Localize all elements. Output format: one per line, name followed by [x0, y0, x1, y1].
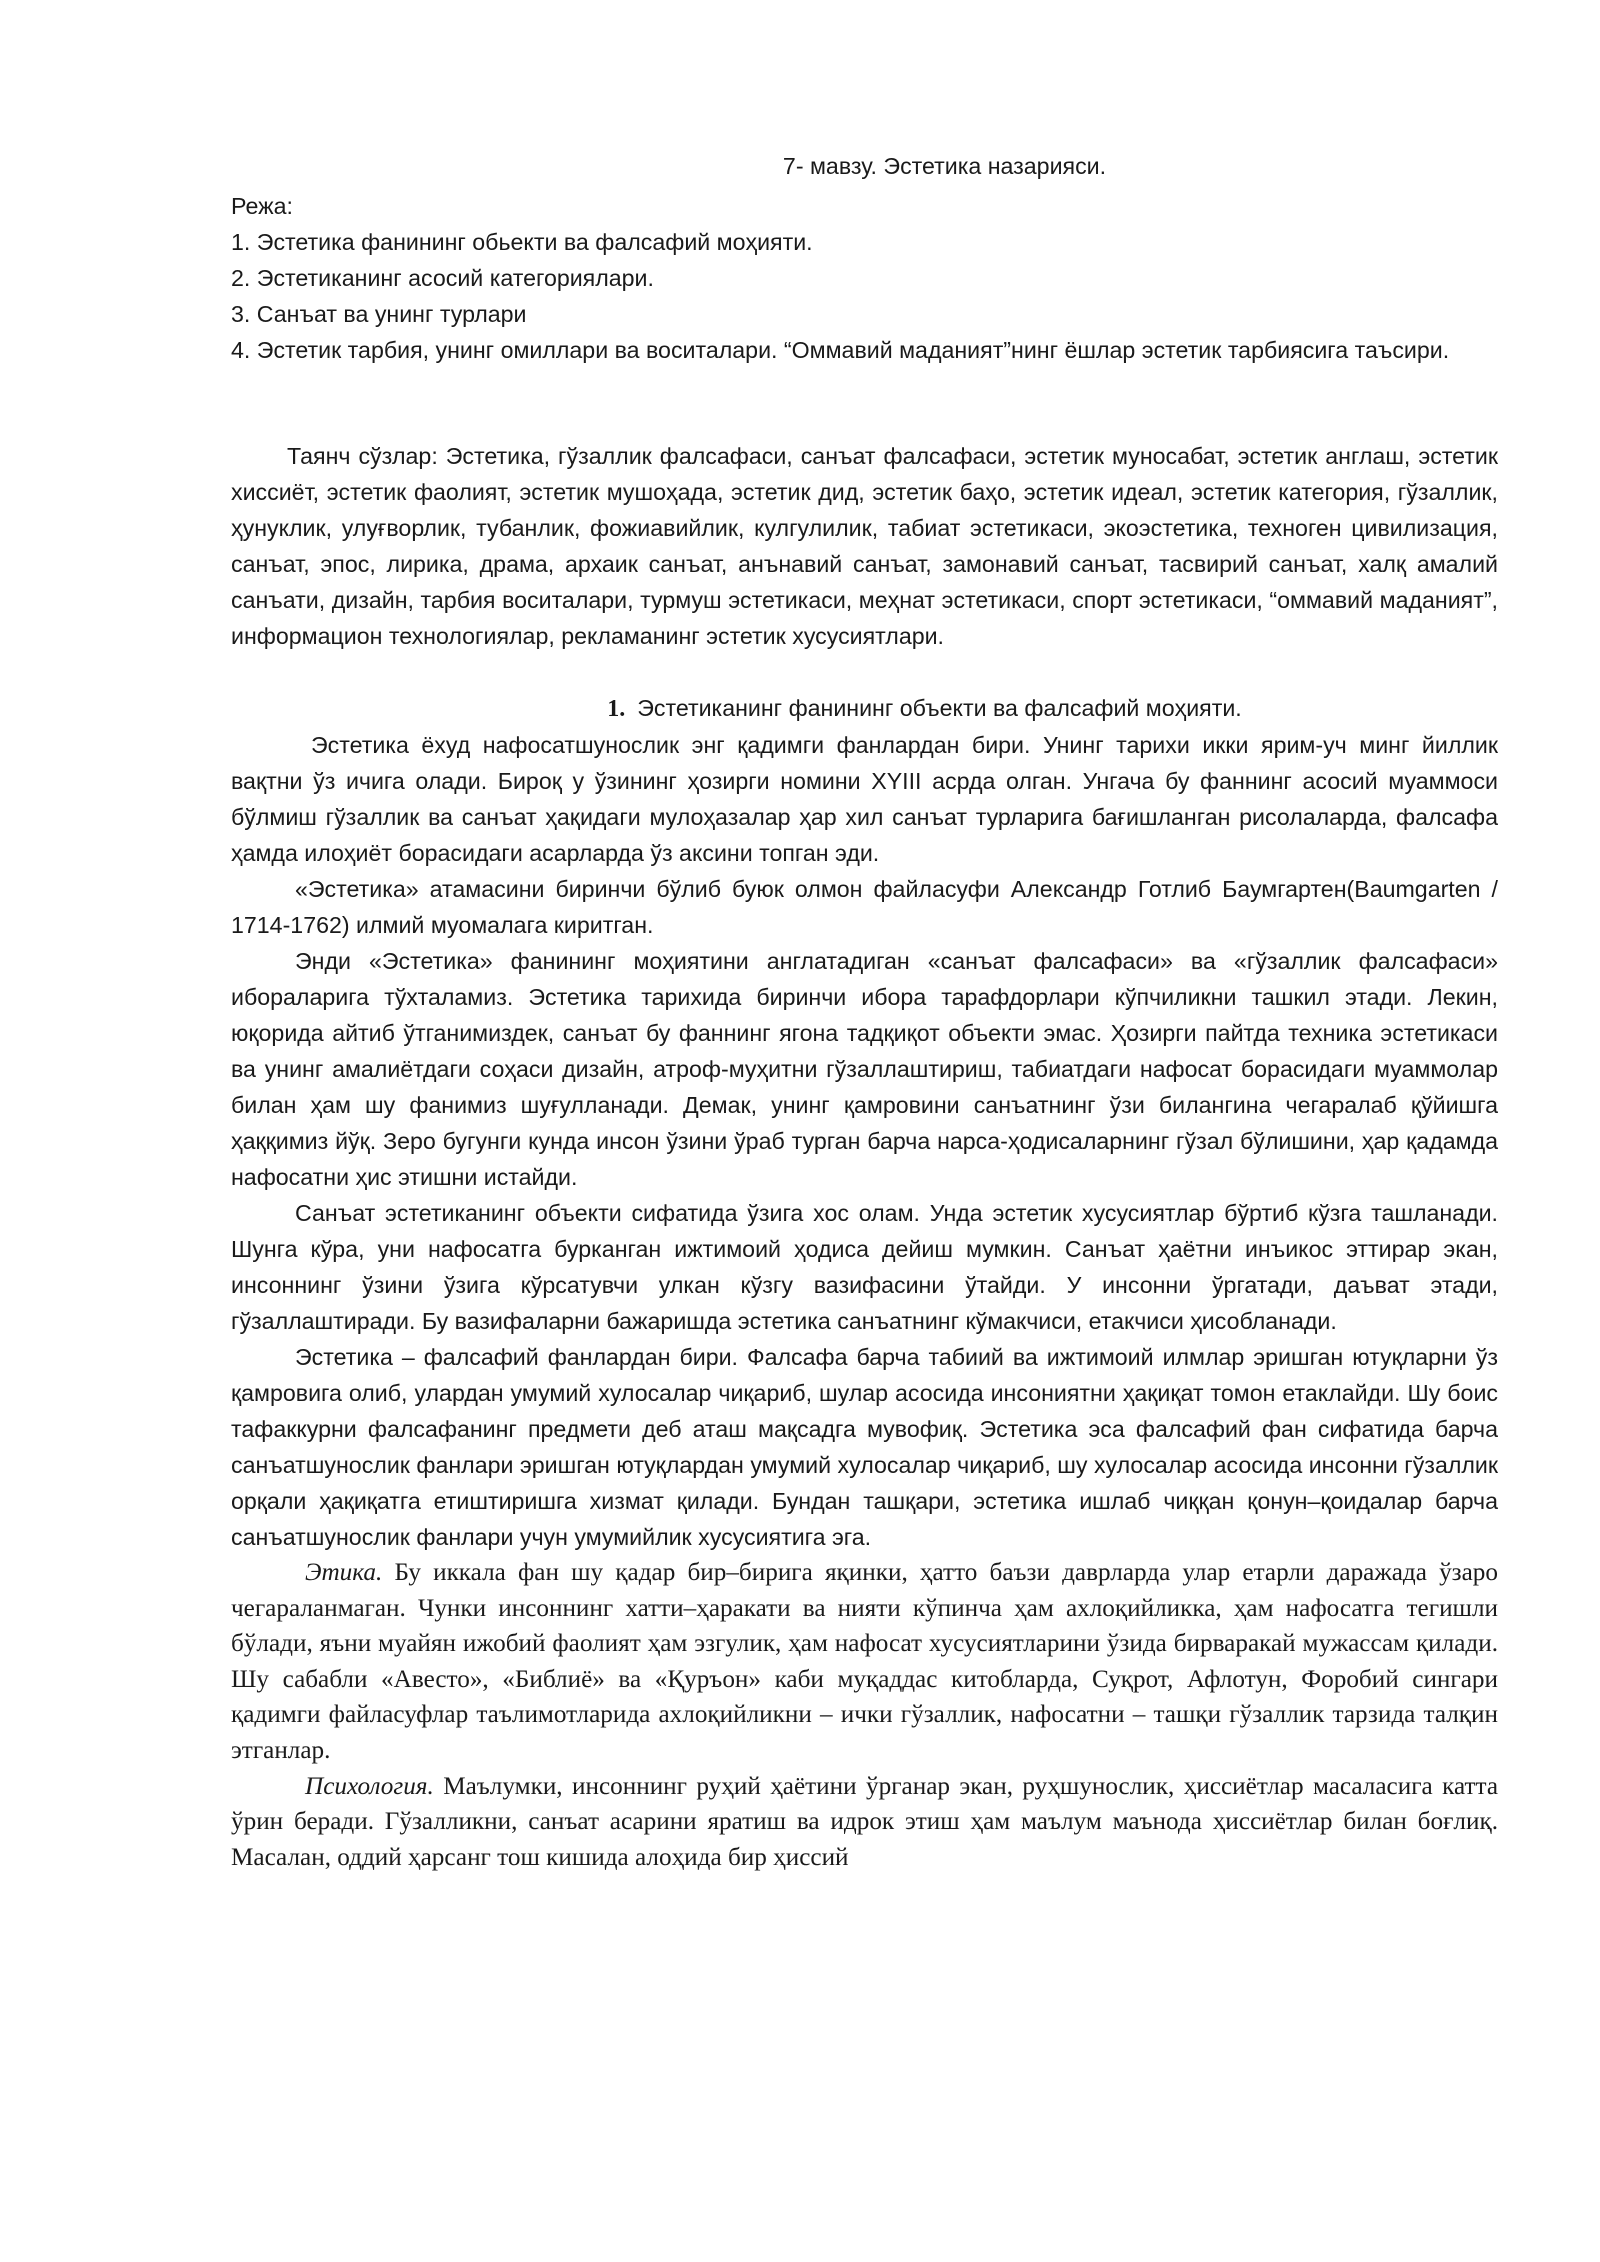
keywords-paragraph: Таянч сўзлар: Эстетика, гўзаллик фалсафаси, санъат фалсафаси, эстетик муносабат, эстетик англаш, эстетик хиссиёт, эстетик фаолият, эстетик мушоҳада, эстетик дид, эстетик баҳо, эстетик идеал, эстетик категория, гўзаллик, ҳунуклик, улуғворлик, тубанлик, фожиавийлик, кулгулилик, табиат эстетикаси, экоэстетика, техноген цивилизация, санъат, эпос, лирика, драма, архаик санъат, анънавий санъат, замонавий санъат, тасвирий санъат, халқ амалий санъати, дизайн, тарбия воситалари, турмуш эстетикаси, меҳнат эстетикаси, спорт эстетикаси, “оммавий маданият”, информацион технологиялар, рекламанинг эстетик хусусиятлари. [231, 443, 1498, 649]
body-paragraph: Энди «Эстетика» фанининг моҳиятини англатадиган «санъат фалсафаси» ва «гўзаллик фалсафаси» ибораларига тўхталамиз. Эстетика тарихида биринчи ибора тарафдорлари кўпчиликни ташкил этади. Лекин, юқорида айтиб ўтганимиздек, санъат бу фаннинг ягона тадқиқот объекти эмас. Ҳозирги пайтда техника эстетикаси ва унинг амалиётдаги соҳаси дизайн, атроф-муҳитни гўзаллаштириш, табиатдаги нафосат борасидаги муаммолар билан ҳам шу фанимиз шуғулланади. Демак, унинг қамровини санъатнинг ўзи билангина чегаралаб қўйишга ҳаққимиз йўқ. Зеро бугунги кунда инсон ўзини ўраб турган барча нарса-ҳодисаларнинг гўзал бўлишини, ҳар қадамда нафосатни ҳис этишни истайди. [231, 948, 1498, 1190]
body-paragraph: Эстетика ёхуд нафосатшунослик энг қадимги фанлардан бири. Унинг тарихи икки ярим-уч минг йиллик вақтни ўз ичига олади. Бироқ у ўзининг ҳозирги номини XYIII асрда олган. Унгача бу фаннинг асосий муаммоси бўлмиш гўзаллик ва санъат ҳақидаги мулоҳазалар ҳар хил санъат турларига бағишланган рисолаларда, фалсафа ҳамда илоҳиёт борасидаги асарларда ўз аксини топган эди. [231, 732, 1498, 866]
body-paragraph: Санъат эстетиканинг объекти сифатида ўзига хос олам. Унда эстетик хусусиятлар бўртиб кўзга ташланади. Шунга кўра, уни нафосатга бурканган ижтимоий ҳодиса дейиш мумкин. Санъат ҳаётни инъикос эттирар экан, инсоннинг ўзини ўзига кўрсатувчи улкан кўзгу вазифасини ўтайди. У инсонни ўргатади, даъват этади, гўзаллаштиради. Бу вазифаларни бажаришда эстетика санъатнинг кўмакчиси, етакчиси ҳисобланади. [231, 1200, 1498, 1334]
ethics-term: Этика. [305, 1559, 383, 1586]
plan-list [231, 224, 1498, 368]
page-title: 7- мавзу. Эстетика назарияси. [782, 153, 1107, 179]
section-number: 1. [607, 696, 626, 722]
document-content [231, 148, 1498, 1875]
ethics-paragraph [231, 1555, 1498, 1769]
plan-item: 4. Эстетик тарбия, унинг омиллари ва воситалари. “Оммавий маданият”нинг ёшлар эстетик тарбиясига таъсири. [231, 337, 1450, 363]
body-paragraph: Эстетика – фалсафий фанлардан бири. Фалсафа барча табиий ва ижтимоий илмлар эришган ютуқларни ўз қамровига олиб, улардан умумий хулосалар чиқариб, шулар асосида инсониятни ҳақиқат томон етаклайди. Шу боис тафаккурни фалсафанинг предмети деб аташ мақсадга мувофиқ. Эстетика эса фалсафий фан сифатида барча санъатшунослик фанлари эришган ютуқлардан умумий хулосалар чиқариб, шу хулосалар асосида инсонни гўзаллик орқали ҳақиқатга етиштиришга хизмат қилади. Бундан ташқари, эстетика ишлаб чиққан қонун–қоидалар барча санъатшунослик фанлари учун умумийлик хусусиятига эга. [231, 1344, 1498, 1550]
psychology-paragraph [231, 1769, 1498, 1876]
ethics-text: Бу иккала фан шу қадар бир–бирига яқинки, ҳатто баъзи даврларда улар етарли даражада ўзаро чегараланмаган. Чунки инсоннинг хатти–ҳаракати ва нияти кўпинча ҳам ахлоқийликка, ҳам нафосатга тегишли бўлади, яъни муайян ижобий фаолият ҳам эзгулик, ҳам нафосат хусусиятларини ўзида бирваракай мужассам қилади. Шу сабабли «Авесто», «Библиё» ва «Қуръон» каби муқаддас китобларда, Суқрот, Афлотун, Форобий сингари қадимги файласуфлар таълимотларида ахлоқийликни – ички гўзаллик, нафосатни – ташқи гўзаллик тарзида талқин этганлар. [231, 1559, 1498, 1764]
section-heading [231, 690, 1498, 727]
psychology-term: Психология. [305, 1772, 434, 1800]
plan-label: Режа: [231, 193, 293, 219]
body-paragraph: «Эстетика» атамасини биринчи бўлиб буюк олмон файласуфи Александр Готлиб Баумгартен(Baumgarten / 1714-1762) илмий муомалага киритган. [231, 876, 1498, 938]
plan-item: 2. Эстетиканинг асосий категориялари. [231, 265, 654, 291]
psychology-text: Маълумки, инсоннинг руҳий ҳаётини ўрганар экан, руҳшунослик, ҳиссиётлар масаласига катта ўрин беради. Гўзалликни, санъат асарини яратиш ва идрок этиш ҳам маълум маънода ҳиссиётлар билан боғлиқ. Масалан, оддий ҳарсанг тош кишида алоҳида бир ҳиссий [231, 1772, 1498, 1871]
plan-item: 1. Эстетика фанининг обьекти ва фалсафий моҳияти. [231, 229, 813, 255]
plan-item: 3. Санъат ва унинг турлари [231, 301, 527, 327]
section-heading-text: Эстетиканинг фанининг объекти ва фалсафий моҳияти. [637, 695, 1242, 721]
